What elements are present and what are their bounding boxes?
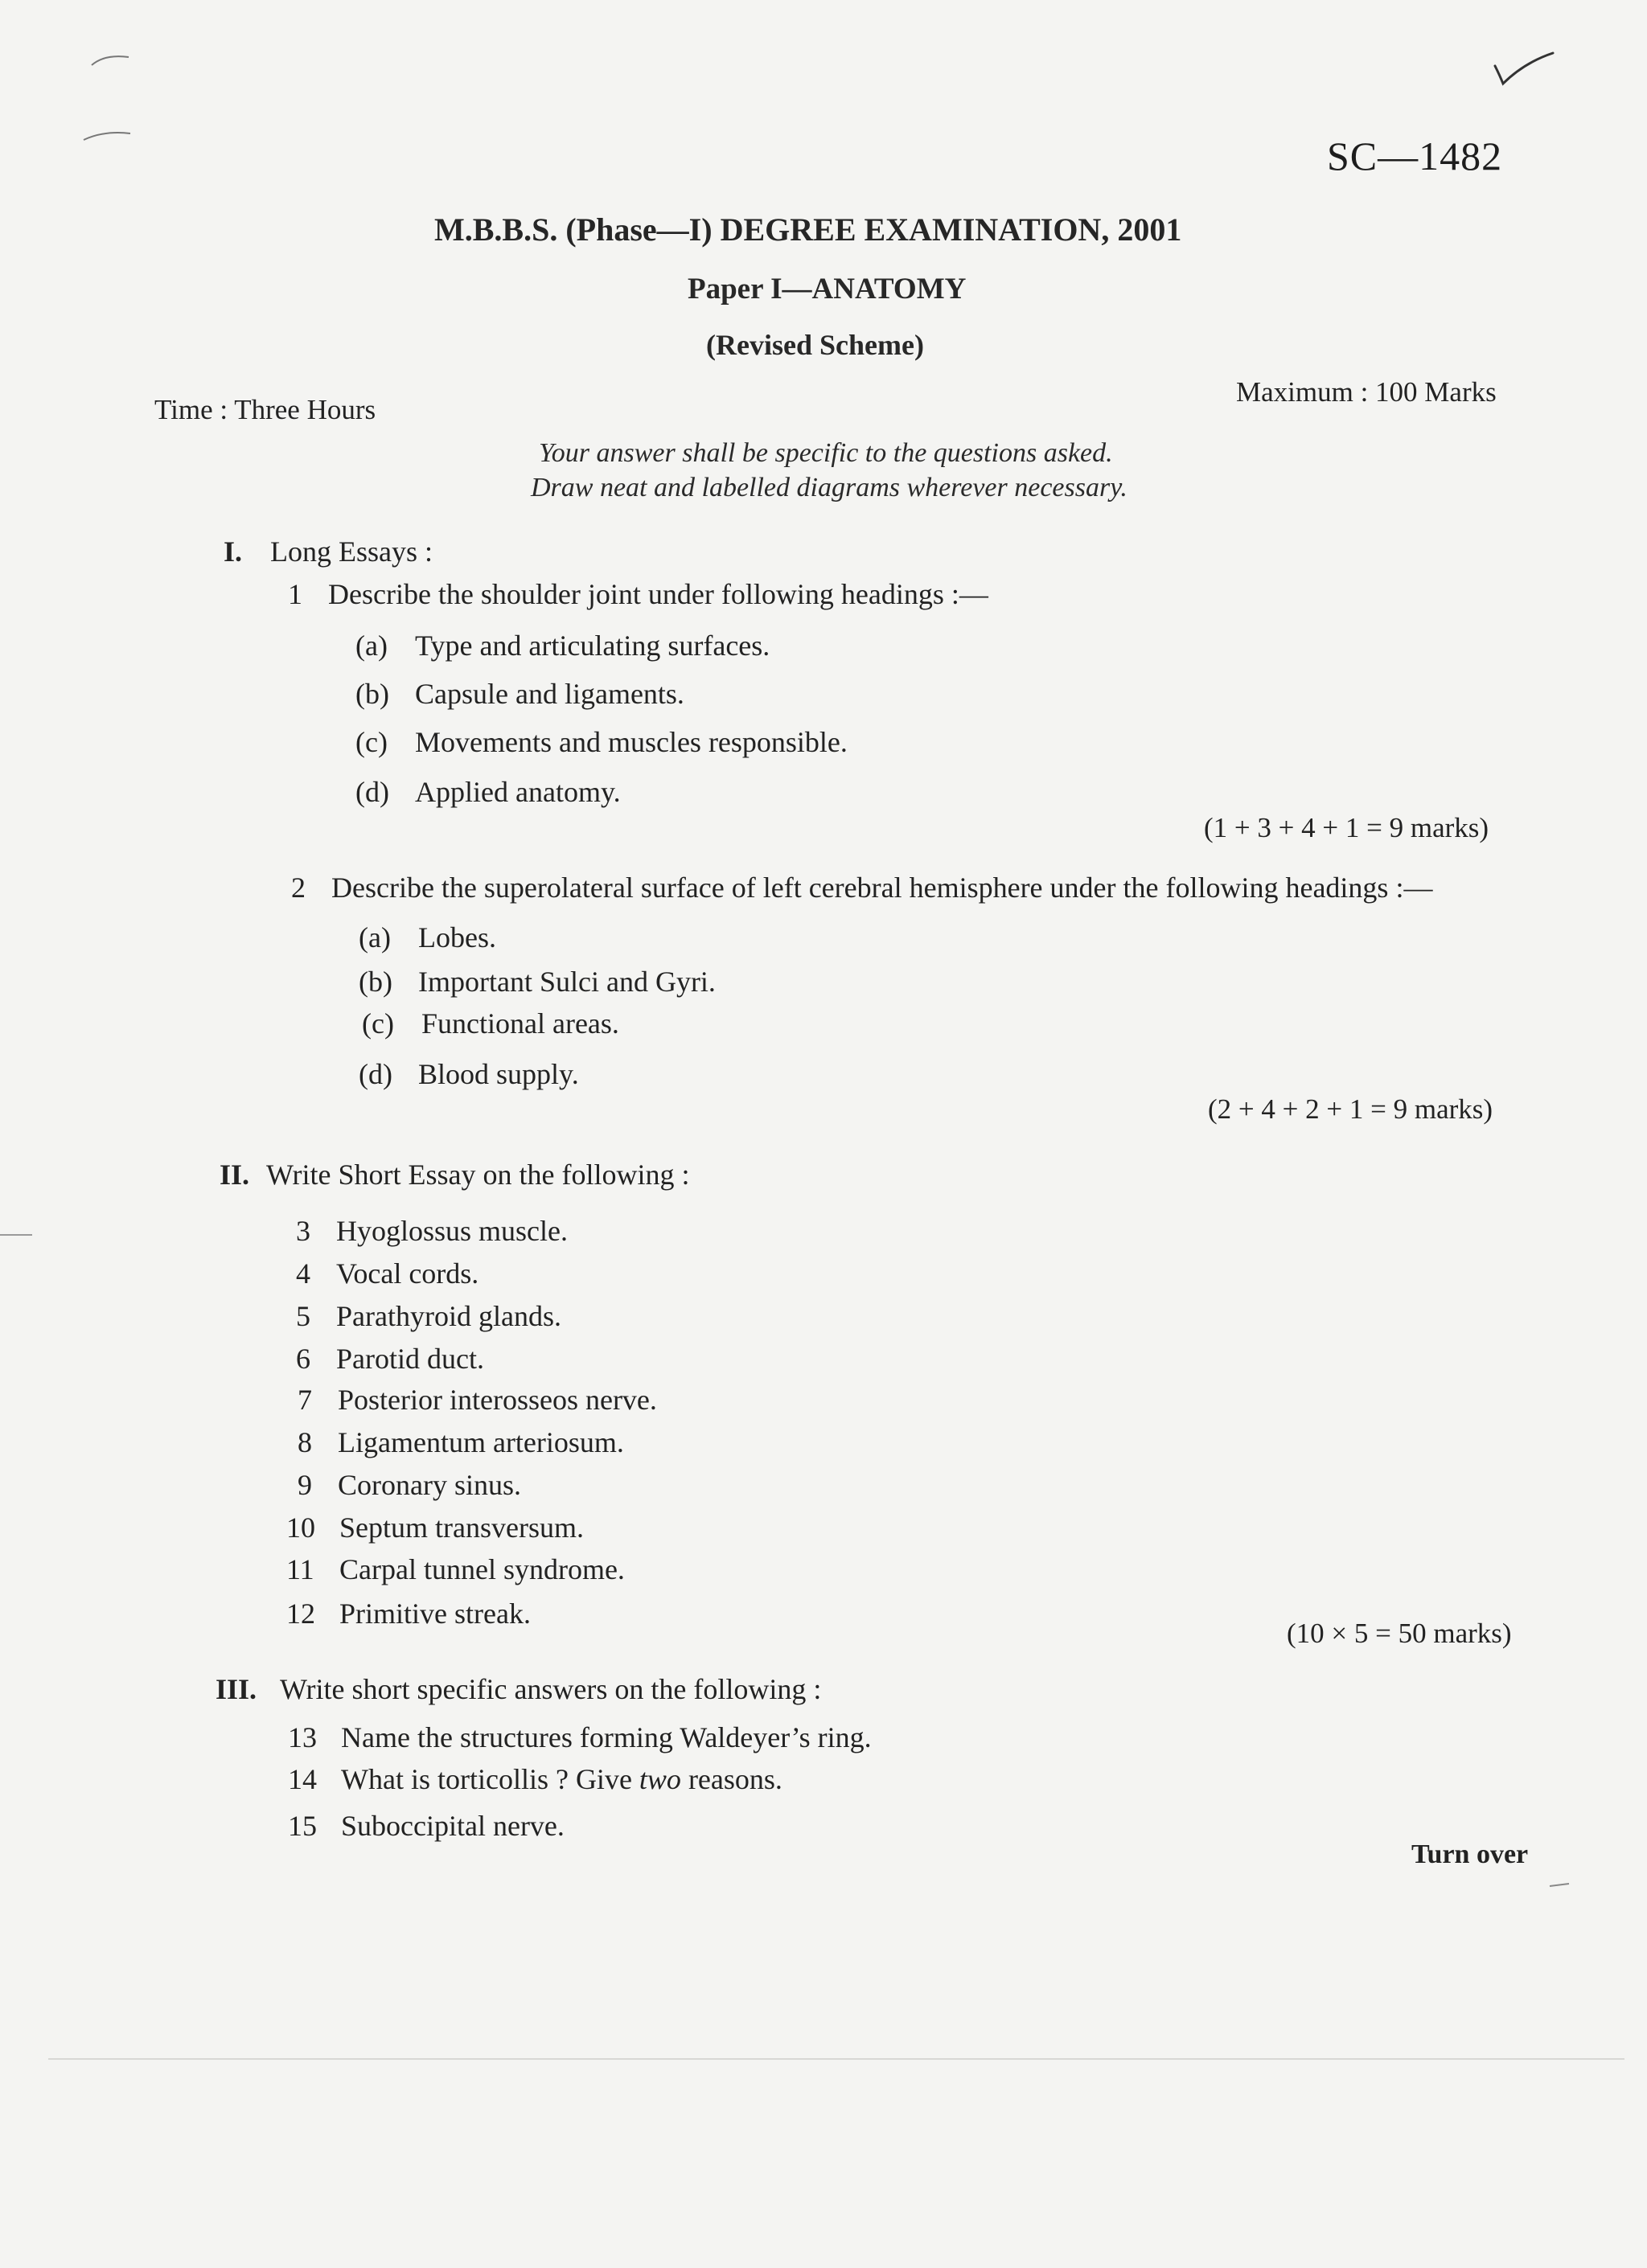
item-number: 12 <box>286 1597 315 1630</box>
item-number: 8 <box>298 1426 312 1458</box>
marks-breakdown: (10 × 5 = 50 marks) <box>1287 1618 1512 1649</box>
item-text: Parotid duct. <box>336 1343 484 1375</box>
item-text: What is torticollis ? Give <box>341 1763 639 1795</box>
sub-label: (b) <box>355 678 389 710</box>
list-item <box>286 1552 625 1586</box>
item-number: 13 <box>288 1721 317 1753</box>
instruction-line: Your answer shall be specific to the questions asked. <box>539 438 1113 468</box>
sub-text: Blood supply. <box>418 1058 579 1090</box>
section-title: Write Short Essay on the following : <box>266 1159 690 1191</box>
max-marks-label: Maximum : 100 Marks <box>1236 376 1497 408</box>
sub-text: Functional areas. <box>421 1007 619 1040</box>
sub-text: Applied anatomy. <box>415 776 621 808</box>
sub-item <box>355 629 770 662</box>
sub-item <box>355 725 848 759</box>
sub-item <box>359 921 496 954</box>
sub-text: Type and articulating surfaces. <box>415 630 770 662</box>
item-text: Hyoglossus muscle. <box>336 1215 568 1247</box>
section-heading <box>220 1158 689 1191</box>
sub-label: (c) <box>362 1007 394 1040</box>
item-number: 4 <box>296 1257 310 1290</box>
marks-breakdown: (2 + 4 + 2 + 1 = 9 marks) <box>1208 1093 1493 1125</box>
sub-text: Lobes. <box>418 921 496 954</box>
sub-item <box>355 677 684 711</box>
question <box>291 871 1432 904</box>
question-number: 2 <box>291 872 306 904</box>
sub-label: (a) <box>355 630 388 662</box>
section-heading <box>224 535 433 568</box>
item-text: Parathyroid glands. <box>336 1300 561 1332</box>
item-number: 5 <box>296 1300 310 1332</box>
question-text: Describe the shoulder joint under following headings :— <box>328 578 988 610</box>
item-text: Coronary sinus. <box>338 1469 521 1501</box>
item-text-emphasis: two <box>639 1763 681 1795</box>
list-item <box>288 1762 782 1796</box>
item-number: 14 <box>288 1763 317 1795</box>
pen-stroke-icon <box>1548 1881 1572 1889</box>
paper-code: SC—1482 <box>1327 133 1503 178</box>
section-heading <box>216 1672 821 1706</box>
item-text: Suboccipital nerve. <box>341 1810 565 1842</box>
question-text: Describe the superolateral surface of left cerebral hemisphere under the following headings :— <box>331 872 1433 904</box>
list-item <box>286 1597 531 1630</box>
item-number: 11 <box>286 1553 314 1585</box>
pen-stroke-icon <box>80 129 137 145</box>
item-number: 9 <box>298 1469 312 1501</box>
page-edge-line <box>48 2058 1624 2060</box>
sub-item <box>359 1057 579 1091</box>
pen-stroke-icon <box>88 52 137 68</box>
section-number: II. <box>220 1159 250 1191</box>
item-text: Ligamentum arteriosum. <box>338 1426 624 1458</box>
item-number: 3 <box>296 1215 310 1247</box>
item-text: Name the structures forming Waldeyer’s ring. <box>341 1721 872 1753</box>
sub-label: (d) <box>359 1058 392 1090</box>
item-text: Carpal tunnel syndrome. <box>339 1553 625 1585</box>
sub-label: (a) <box>359 921 391 954</box>
edge-mark <box>0 1234 32 1236</box>
list-item <box>296 1257 478 1290</box>
list-item <box>296 1214 568 1248</box>
sub-label: (b) <box>359 966 392 998</box>
section-title: Long Essays : <box>270 535 433 568</box>
sub-item <box>355 775 621 809</box>
sub-item <box>359 965 716 999</box>
section-title: Write short specific answers on the following : <box>280 1673 822 1705</box>
item-text: reasons. <box>680 1763 782 1795</box>
check-mark-icon <box>1492 48 1556 88</box>
list-item <box>296 1342 484 1376</box>
list-item <box>286 1511 584 1544</box>
list-item <box>298 1425 624 1459</box>
marks-breakdown: (1 + 3 + 4 + 1 = 9 marks) <box>1204 812 1489 843</box>
item-text: Vocal cords. <box>336 1257 479 1290</box>
item-number: 10 <box>286 1511 315 1544</box>
turn-over-label: Turn over <box>1411 1839 1529 1869</box>
section-number: III. <box>216 1673 257 1705</box>
sub-label: (d) <box>355 776 389 808</box>
paper-title: Paper I—ANATOMY <box>688 273 967 306</box>
question-number: 1 <box>288 578 302 610</box>
section-number: I. <box>224 535 243 568</box>
question <box>288 577 988 611</box>
sub-text: Important Sulci and Gyri. <box>418 966 716 998</box>
item-number: 7 <box>298 1384 312 1416</box>
item-text: Septum transversum. <box>339 1511 584 1544</box>
exam-title: M.B.B.S. (Phase—I) DEGREE EXAMINATION, 2001 <box>434 211 1182 248</box>
list-item <box>288 1809 565 1843</box>
scheme-label: (Revised Scheme) <box>706 329 924 361</box>
time-label: Time : Three Hours <box>154 394 376 425</box>
item-text: Posterior interosseos nerve. <box>338 1384 657 1416</box>
list-item <box>298 1468 521 1502</box>
sub-item <box>362 1007 619 1040</box>
sub-text: Movements and muscles responsible. <box>415 726 848 758</box>
sub-label: (c) <box>355 726 388 758</box>
list-item <box>298 1383 657 1417</box>
list-item <box>296 1299 561 1333</box>
list-item <box>288 1720 872 1754</box>
item-number: 15 <box>288 1810 317 1842</box>
item-number: 6 <box>296 1343 310 1375</box>
instruction-line: Draw neat and labelled diagrams wherever necessary. <box>531 473 1127 502</box>
sub-text: Capsule and ligaments. <box>415 678 684 710</box>
item-text: Primitive streak. <box>339 1597 531 1630</box>
